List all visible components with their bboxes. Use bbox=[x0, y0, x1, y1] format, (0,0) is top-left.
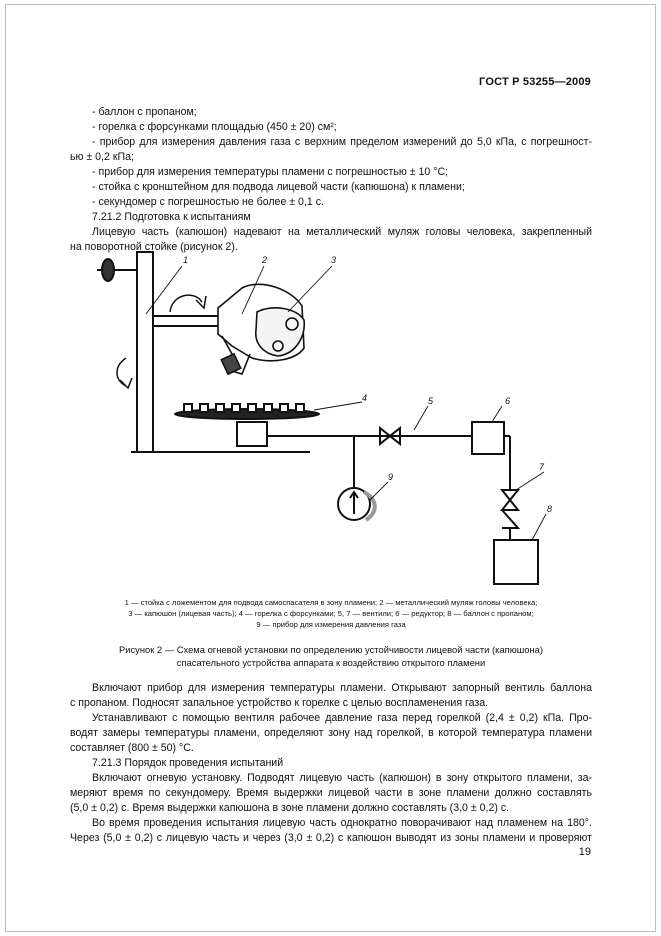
list-item-pressure-gauge: - прибор для измерения давления газа с верхним пределом измерений до 5,0 кПа, с погрешност- bbox=[92, 136, 592, 148]
figure-key-line-2: 3 — капюшон (лицевая часть); 4 — горелка с форсунками; 5, 7 — вентили; 6 — редуктор; 8 — баллон с пропаном; bbox=[128, 609, 534, 618]
figure-2-schematic bbox=[92, 250, 572, 590]
burner bbox=[175, 404, 380, 446]
valve-7-icon bbox=[502, 490, 518, 528]
paragraph-rotation-cont: Через (5,0 ± 0,2) с лицевую часть и через (3,0 ± 0,2) с капюшон выводят из зоны пламени и проверяют bbox=[70, 832, 592, 844]
head-dummy-with-hood bbox=[218, 284, 304, 374]
list-item-burner: - горелка с форсунками площадью (450 ± 20) см²; bbox=[92, 121, 337, 133]
paragraph-preparation-cont: на поворотной стойке (рисунок 2). bbox=[70, 241, 238, 253]
callout-8: 8 bbox=[547, 504, 553, 514]
callout-7: 7 bbox=[539, 462, 545, 472]
section-heading-7-21-2: 7.21.2 Подготовка к испытаниям bbox=[92, 211, 251, 223]
callout-6: 6 bbox=[505, 396, 511, 406]
section-heading-7-21-3: 7.21.3 Порядок проведения испытаний bbox=[92, 757, 284, 769]
list-item-stand: - стойка с кронштейном для подвода лицевой части (капюшона) к пламени; bbox=[92, 181, 465, 193]
paragraph-ignition-cont: с пропаном. Подносят запальное устройство к горелке с целью воспламенения газа. bbox=[70, 697, 489, 709]
callout-2: 2 bbox=[262, 255, 268, 265]
figure-title-line-1: Рисунок 2 — Схема огневой установки по определению устойчивости лицевой части (капюшона) bbox=[118, 644, 544, 655]
callout-4: 4 bbox=[362, 393, 368, 403]
figure-key-line-1: 1 — стойка с ложементом для подвода самоспасателя в зону пламени; 2 — металлический муляж головы человека; bbox=[124, 598, 538, 607]
callout-3: 3 bbox=[331, 255, 337, 265]
reducer-box bbox=[472, 422, 504, 454]
paragraph-procedure-cont: меряют время по секундомеру. Время выдержки лицевой части в зоне пламени должно составлять bbox=[70, 787, 592, 799]
paragraph-procedure-end: (5,0 ± 0,2) с. Время выдержки капюшона в зоне пламени должно составлять (3,0 ± 0,2) с. bbox=[70, 802, 510, 814]
paragraph-ignition: Включают прибор для измерения температуры пламени. Открывают запорный вентиль баллона bbox=[92, 682, 592, 694]
document-code: ГОСТ Р 53255—2009 bbox=[479, 76, 591, 88]
list-item-thermometer: - прибор для измерения температуры пламени с погрешностью ± 10 °С; bbox=[92, 166, 449, 178]
paragraph-preparation: Лицевую часть (капюшон) надевают на металлический муляж головы человека, закрепленный bbox=[92, 226, 592, 238]
figure-title-line-2: спасательного устройства аппарата к воздействию открытого пламени bbox=[176, 657, 486, 668]
rotation-arrow-icon bbox=[170, 295, 206, 312]
pressure-gauge-icon bbox=[338, 488, 375, 520]
callout-9: 9 bbox=[388, 472, 394, 482]
propane-cylinder bbox=[494, 540, 538, 584]
paragraph-procedure: Включают огневую установку. Подводят лицевую часть (капюшон) в зону открытого пламени, за- bbox=[92, 772, 592, 784]
list-item-propane-cylinder: - баллон с пропаном; bbox=[92, 106, 197, 118]
paragraph-rotation: Во время проведения испытания лицевую часть однократно поворачивают над пламенем на 180°. bbox=[92, 817, 592, 829]
paragraph-pressure-end: составляет (800 ± 50) °С. bbox=[70, 742, 194, 754]
figure-key-line-3: 9 — прибор для измерения давления газа bbox=[256, 620, 406, 629]
list-item-stopwatch: - секундомер с погрешностью не более ± 0,1 с. bbox=[92, 196, 324, 208]
paragraph-pressure: Устанавливают с помощью вентиля рабочее давление газа перед горелкой (2,4 ± 0,2) кПа. Про- bbox=[92, 712, 592, 724]
callout-1: 1 bbox=[183, 255, 189, 265]
knob-icon bbox=[102, 259, 114, 281]
list-item-pressure-gauge-cont: ью ± 0,2 кПа; bbox=[70, 151, 134, 163]
rotation-arrow-lower-icon bbox=[117, 358, 132, 388]
page-number: 19 bbox=[578, 846, 591, 858]
callout-5: 5 bbox=[428, 396, 434, 406]
paragraph-pressure-cont: водят замеры температуры пламени, определяют зону над горелкой, в которой температура пламени bbox=[70, 727, 592, 739]
